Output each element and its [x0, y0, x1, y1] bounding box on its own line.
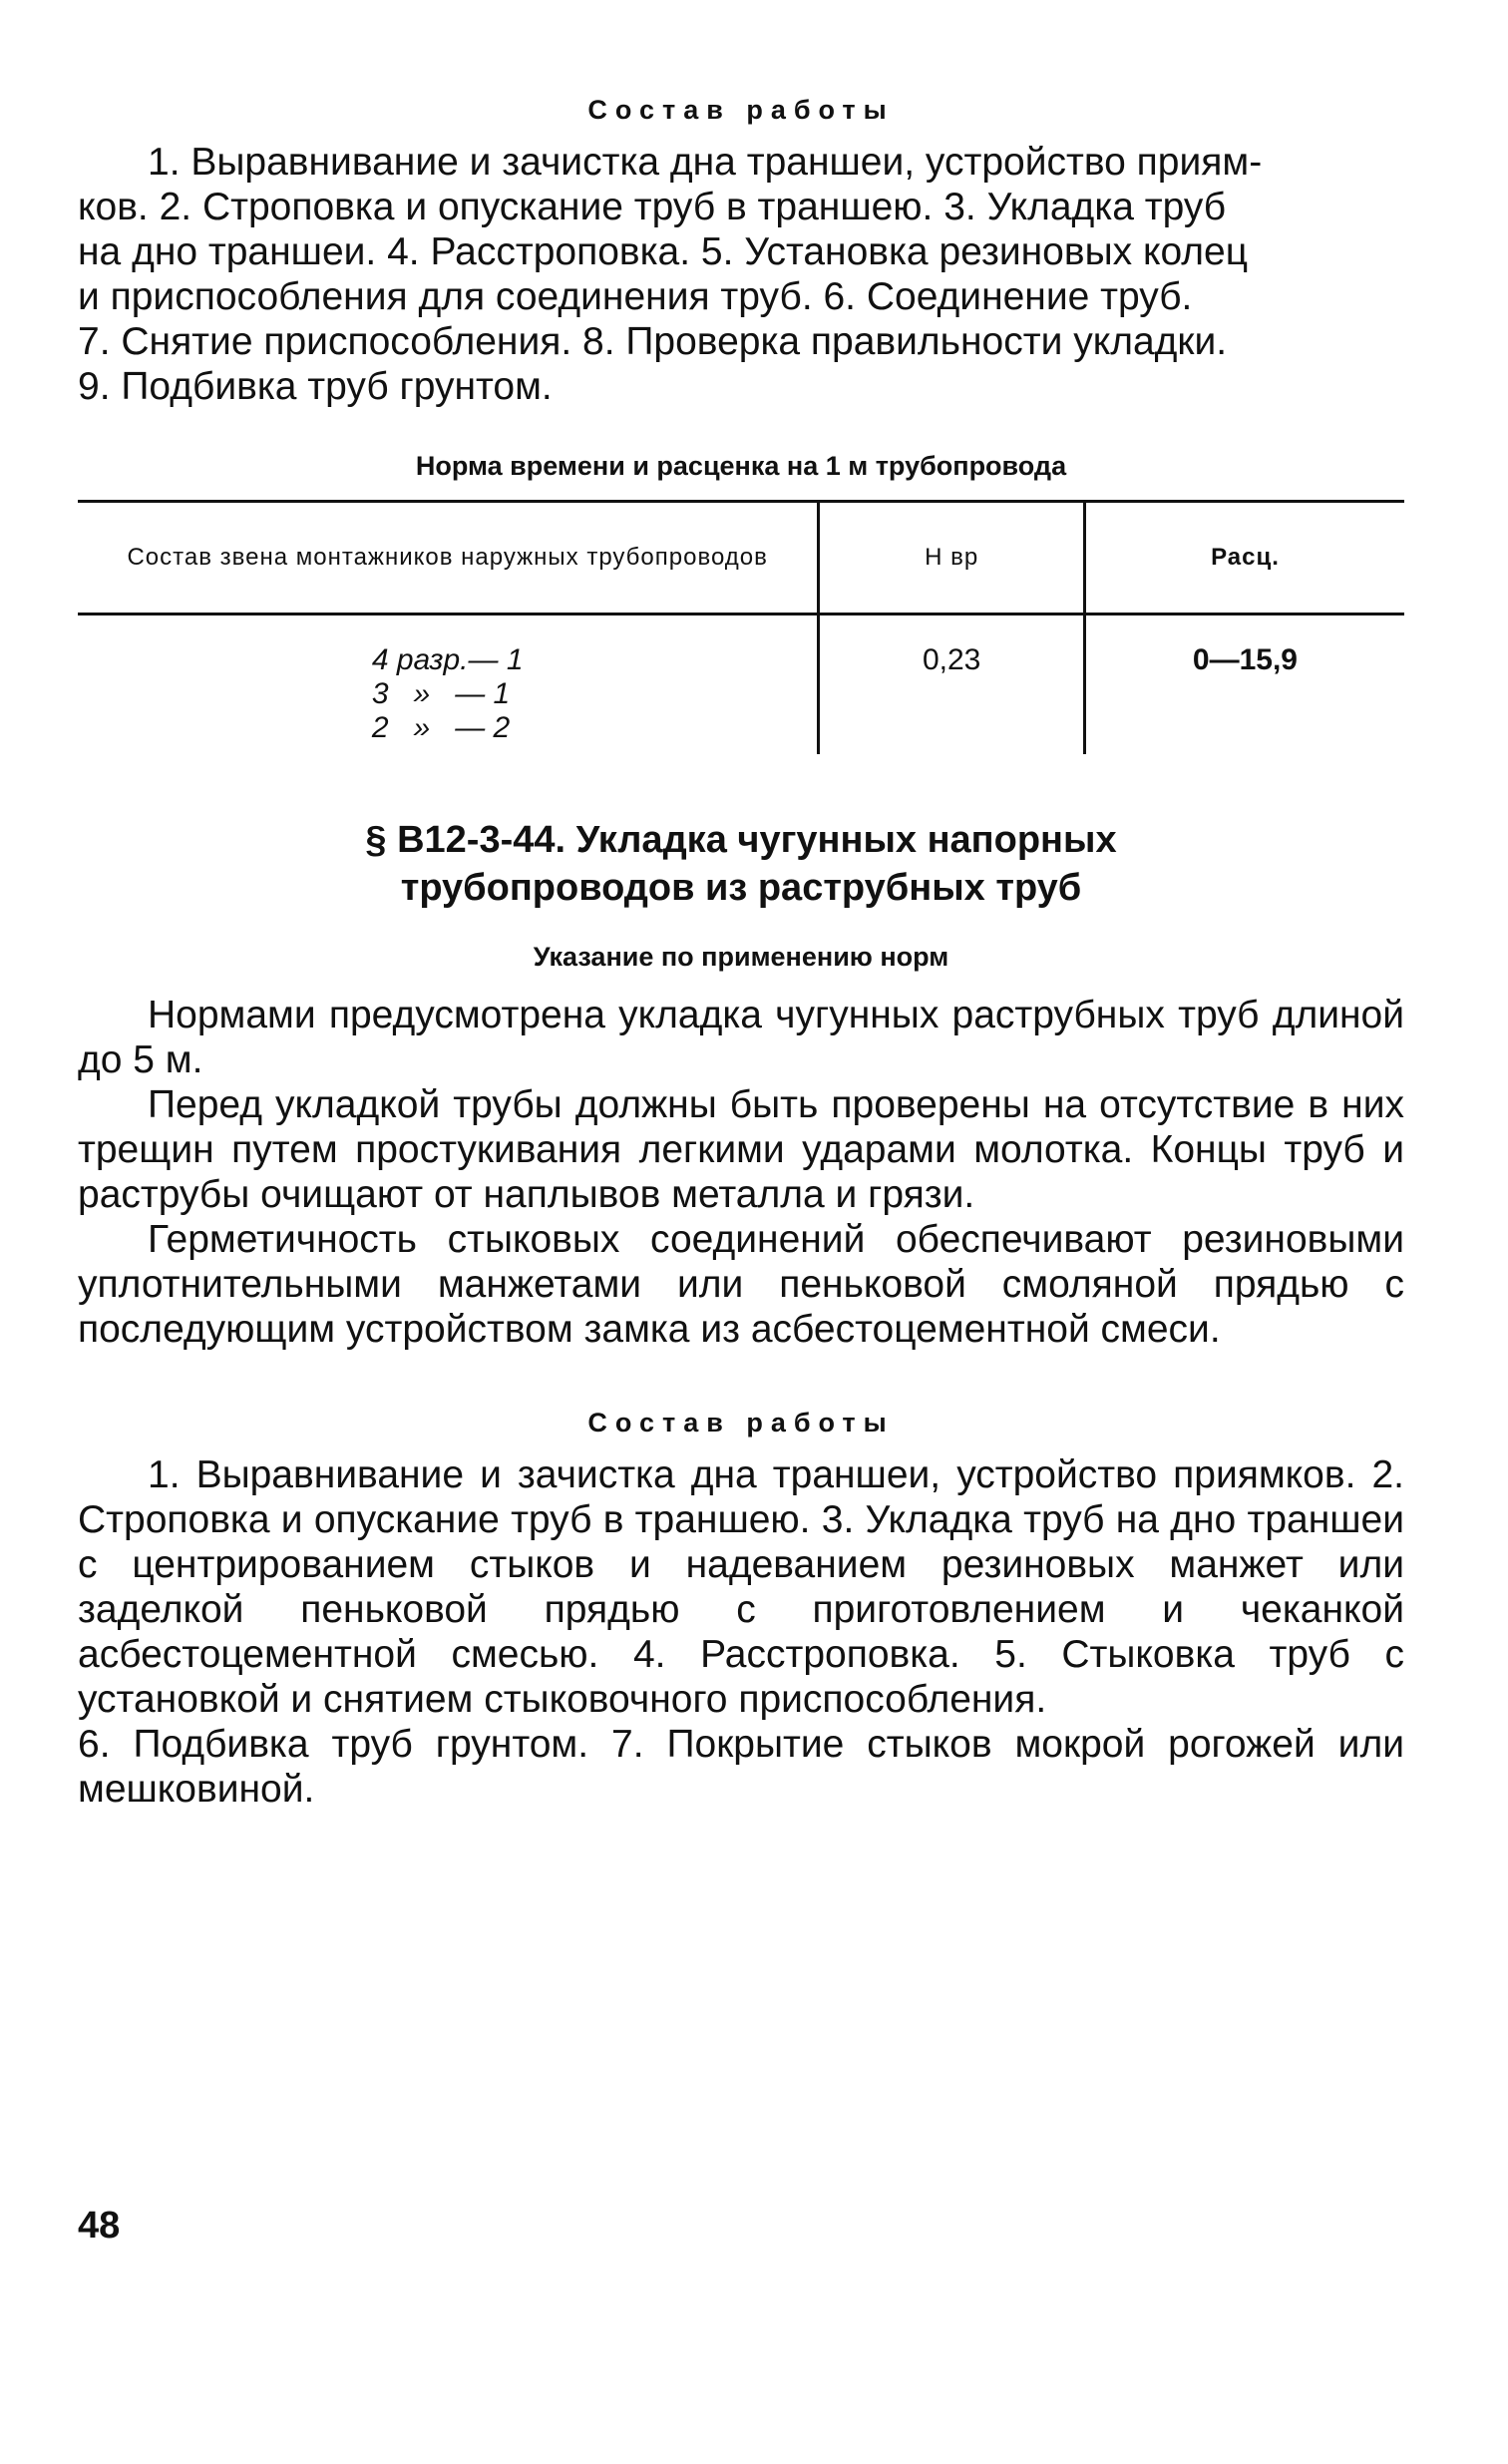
guidance-paragraph-3: Герметичность стыковых соединений обеспечивают резиновыми уплотнительными манжетами или пеньковой смоляной прядью с последующим устройством замка из асбестоцементной смеси. — [78, 1218, 1404, 1351]
header-crew: Состав звена монтажников наружных трубопроводов — [78, 502, 819, 615]
work-line-1: 1. Выравнивание и зачистка дна траншеи, устройство приям- — [148, 141, 1263, 184]
work-composition-heading-1: Состав работы — [587, 95, 895, 125]
cell-time-norm: 0,23 — [819, 615, 1085, 755]
cell-rate: 0—15,9 — [1192, 643, 1298, 676]
guidance-paragraph-2: Перед укладкой трубы должны быть проверены на отсутствие в них трещин путем простукивания легкими ударами молотка. Концы труб и раструбы очищают от наплывов металла и грязи. — [78, 1083, 1404, 1216]
work-composition-text-2b: 6. Подбивка труб грунтом. 7. Покрытие стыков мокрой рогожей или мешковиной. — [78, 1723, 1404, 1811]
norm-table — [78, 500, 1404, 754]
page-number: 48 — [78, 2205, 121, 2247]
crew-line-3: 2 » — 2 — [371, 711, 511, 744]
section-title — [78, 816, 1404, 912]
cell-crew — [78, 615, 819, 755]
section-title-line-1: § В12-3-44. Укладка чугунных напорных — [365, 819, 1117, 861]
table-caption: Норма времени и расценка на 1 м трубопровода — [415, 451, 1067, 481]
crew-list — [372, 643, 524, 745]
work-line-2: ков. 2. Строповка и опускание труб в траншею. 3. Укладка труб — [78, 186, 1227, 228]
header-time-norm: Н вр — [819, 502, 1085, 615]
work-line-5: 7. Снятие приспособления. 8. Проверка правильности укладки. — [78, 320, 1228, 363]
crew-line-1: 4 разр.— 1 — [371, 643, 524, 676]
header-rate: Расц. — [1084, 502, 1404, 615]
work-composition-text-2: 1. Выравнивание и зачистка дна траншеи, устройство приямков. 2. Строповка и опускание труб в траншею. 3. Укладка труб на дно траншеи с центрированием стыков и надеванием резиновых манжет или заделкой пеньковой прядью с приготовлением и чеканкой асбестоцементной смесью. 4. Расстроповка. 5. Стыковка труб с установкой и снятием стыковочного приспособления. — [78, 1453, 1404, 1721]
guidance-heading: Указание по применению норм — [533, 942, 949, 972]
table-header-row — [78, 502, 1404, 615]
table-row — [78, 615, 1404, 755]
work-line-3: на дно траншеи. 4. Расстроповка. 5. Установка резиновых колец — [78, 230, 1249, 273]
document-page — [78, 95, 1404, 1812]
section-title-line-2: трубопроводов из раструбных труб — [400, 867, 1082, 909]
work-line-4: и приспособления для соединения труб. 6. Соединение труб. — [78, 275, 1193, 318]
guidance-paragraph-1: Нормами предусмотрена укладка чугунных раструбных труб длиной до 5 м. — [78, 994, 1404, 1081]
work-line-6: 9. Подбивка труб грунтом. — [78, 365, 553, 408]
work-composition-text-1 — [78, 140, 1404, 409]
work-composition-heading-2: Состав работы — [587, 1408, 895, 1437]
crew-line-2: 3 » — 1 — [371, 677, 511, 710]
